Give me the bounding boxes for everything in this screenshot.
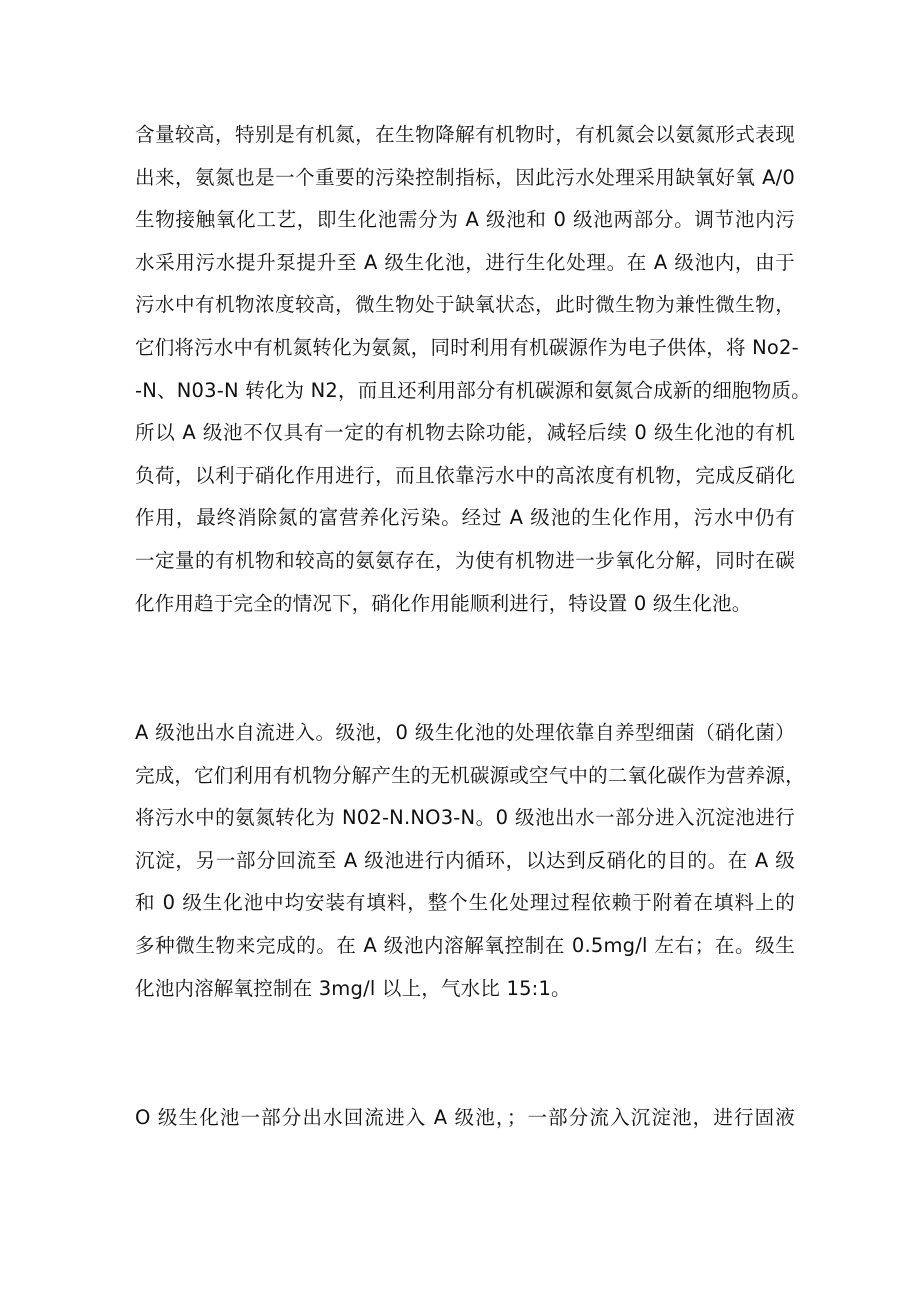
text-line: 沉淀，另一部分回流至 A 级池进行内循环，以达到反硝化的目的。在 A 级 [135,848,795,872]
text-line: 完成，它们利用有机物分解产生的无机碳源或空气中的二氧化碳作为营养源， [135,763,805,787]
paragraph-3 [135,1097,795,1140]
text-line: 化池内溶解氧控制在 3mg/l 以上，气水比 15:1。 [135,976,571,1000]
text-line: 化作用趋于完全的情况下，硝化作用能顺利进行，特设置 0 级生化池。 [135,591,752,615]
text-line: 污水中有机物浓度较高，微生物处于缺氧状态，此时微生物为兼性微生物， [135,293,795,317]
text-line: 水采用污水提升泵提升至 A 级生化池，进行生化处理。在 A 级池内，由于 [135,250,795,274]
paragraph-2 [135,712,805,1010]
text-line: 将污水中的氨氮转化为 N02-N.NO3-N。0 级池出水一部分进入沉淀池进行 [135,806,795,830]
text-line: 多种微生物来完成的。在 A 级池内溶解氧控制在 0.5mg/l 左右；在。级生 [135,933,795,957]
text-line: 出来，氨氮也是一个重要的污染控制指标，因此污水处理采用缺氧好氧 A/0 [135,165,795,189]
text-line: 它们将污水中有机氮转化为氨氮，同时利用有机碳源作为电子供体，将 No2- [135,335,799,359]
text-line: A 级池出水自流进入。级池，0 级生化池的处理依靠自养型细菌（硝化菌） [135,721,795,744]
text-line: 生物接触氧化工艺，即生化池需分为 A 级池和 0 级池两部分。调节池内污 [135,208,795,232]
text-line: -N、N03-N 转化为 N2，而且还利用部分有机碳源和氨氮合成新的细胞物质。 [135,378,811,402]
paragraph-1 [135,114,811,625]
text-line: 作用，最终消除氮的富营养化污染。经过 A 级池的生化作用，污水中仍有 [135,506,795,530]
text-line: 一定量的有机物和较高的氨氨存在，为使有机物进一步氧化分解，同时在碳 [135,548,795,572]
text-line: 和 0 级生化池中均安装有填料，整个生化处理过程依赖于附着在填料上的 [135,891,795,915]
text-line: 所以 A 级池不仅具有一定的有机物去除功能，减轻后续 0 级生化池的有机 [135,421,795,445]
text-line: 含量较高，特别是有机氮，在生物降解有机物时，有机氮会以氨氮形式表现 [135,123,795,146]
text-line: 负荷，以利于硝化作用进行，而且依靠污水中的高浓度有机物，完成反硝化 [135,463,795,487]
text-line: O 级生化池一部分出水回流进入 A 级池，；一部分流入沉淀池，进行固液 [135,1106,795,1129]
